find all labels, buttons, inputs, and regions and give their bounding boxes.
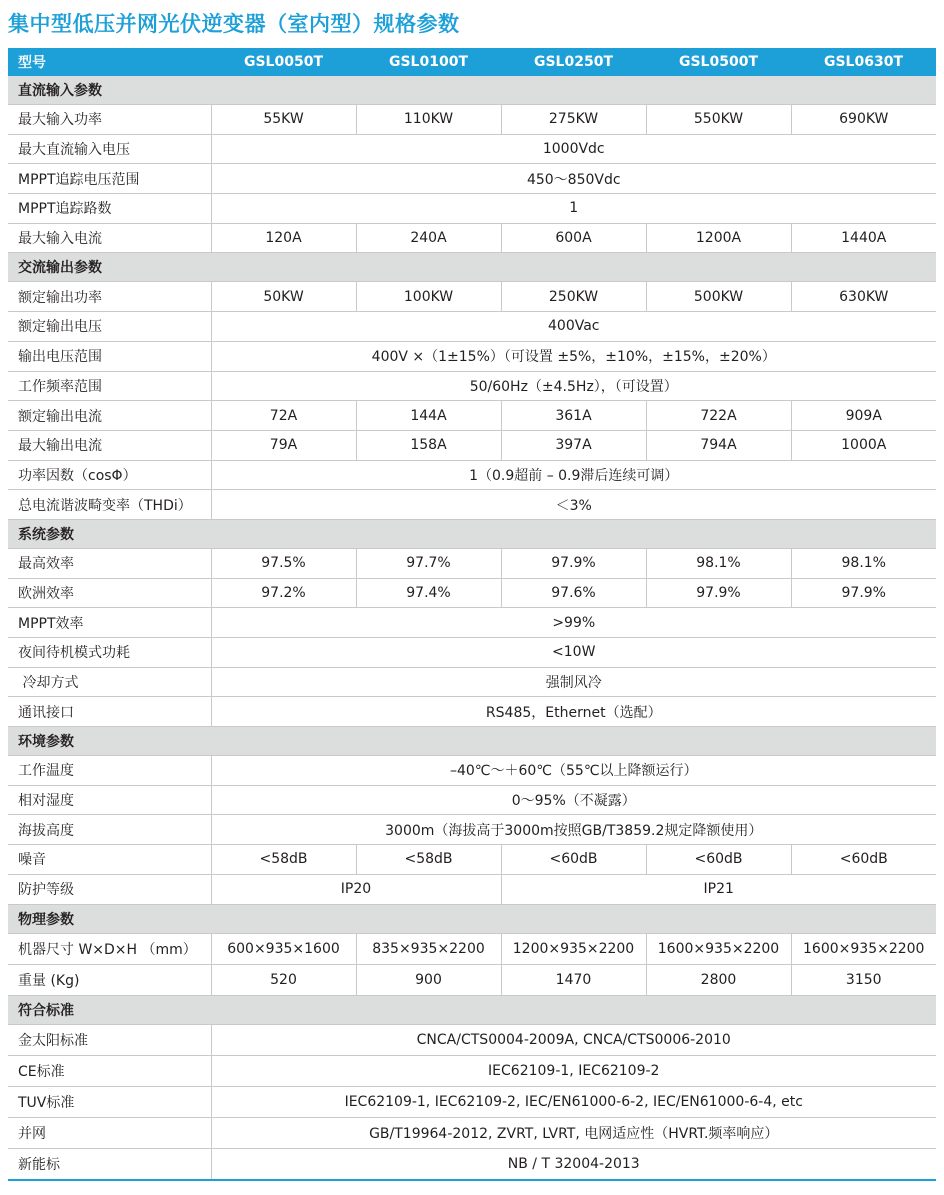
row-label: 机器尺寸 W×D×H （mm） — [8, 933, 211, 964]
cell: 1600×935×2200 — [791, 933, 936, 964]
cell: <10W — [211, 638, 936, 668]
model-header: GSL0500T — [646, 48, 791, 76]
cell: 97.7% — [356, 548, 501, 578]
row-label: 夜间待机模式功耗 — [8, 638, 211, 668]
row-label: 防护等级 — [8, 874, 211, 904]
table-row — [8, 1024, 936, 1055]
cell: IP21 — [501, 874, 936, 904]
cell: IEC62109-1, IEC62109-2, IEC/EN61000-6-2, IEC/EN61000-6-4, etc — [211, 1086, 936, 1117]
row-label: 相对湿度 — [8, 785, 211, 815]
table-row — [8, 105, 936, 135]
header-label: 型号 — [8, 48, 211, 76]
row-label: 重量 (Kg) — [8, 964, 211, 995]
table-row — [8, 815, 936, 845]
row-label: 新能标 — [8, 1148, 211, 1180]
section-row — [8, 76, 936, 105]
model-header: GSL0100T — [356, 48, 501, 76]
row-label: 最大输入功率 — [8, 105, 211, 135]
table-row — [8, 933, 936, 964]
row-label: 金太阳标准 — [8, 1024, 211, 1055]
cell: 2800 — [646, 964, 791, 995]
table-row — [8, 785, 936, 815]
cell: –40℃～＋60℃（55℃以上降额运行） — [211, 756, 936, 786]
cell: 500KW — [646, 282, 791, 312]
cell: 630KW — [791, 282, 936, 312]
cell: 1000Vdc — [211, 134, 936, 164]
cell: 97.6% — [501, 578, 646, 608]
row-label: 最大输出电流 — [8, 430, 211, 460]
cell: 400V ×（1±15%）（可设置 ±5%，±10%，±15%，±20%） — [211, 341, 936, 371]
cell: IP20 — [211, 874, 501, 904]
section-row — [8, 253, 936, 282]
table-row — [8, 1055, 936, 1086]
cell: 722A — [646, 401, 791, 431]
cell: 835×935×2200 — [356, 933, 501, 964]
cell: 50KW — [211, 282, 356, 312]
header-row — [8, 48, 936, 76]
cell: GB/T19964-2012, ZVRT, LVRT, 电网适应性（HVRT.频率响应） — [211, 1117, 936, 1148]
cell: 690KW — [791, 105, 936, 135]
cell: 397A — [501, 430, 646, 460]
cell: 144A — [356, 401, 501, 431]
cell: 240A — [356, 223, 501, 253]
table-row — [8, 490, 936, 520]
row-label: 最大直流输入电压 — [8, 134, 211, 164]
cell: 900 — [356, 964, 501, 995]
cell: 1600×935×2200 — [646, 933, 791, 964]
cell: 1200×935×2200 — [501, 933, 646, 964]
section-title: 交流输出参数 — [8, 253, 936, 282]
cell: CNCA/CTS0004-2009A, CNCA/CTS0006-2010 — [211, 1024, 936, 1055]
cell: 909A — [791, 401, 936, 431]
cell: 110KW — [356, 105, 501, 135]
cell: 1440A — [791, 223, 936, 253]
table-row — [8, 401, 936, 431]
cell: 520 — [211, 964, 356, 995]
section-row — [8, 727, 936, 756]
table-row — [8, 756, 936, 786]
table-row — [8, 638, 936, 668]
cell: 158A — [356, 430, 501, 460]
cell: <58dB — [211, 845, 356, 875]
cell: 1200A — [646, 223, 791, 253]
cell: NB / T 32004-2013 — [211, 1148, 936, 1180]
table-row — [8, 223, 936, 253]
row-label: 最高效率 — [8, 548, 211, 578]
table-row — [8, 578, 936, 608]
row-label: MPPT追踪路数 — [8, 194, 211, 224]
cell: 98.1% — [791, 548, 936, 578]
cell: 97.2% — [211, 578, 356, 608]
row-label: 通讯接口 — [8, 697, 211, 727]
cell: 3000m（海拔高于3000m按照GB/T3859.2规定降额使用） — [211, 815, 936, 845]
cell: 79A — [211, 430, 356, 460]
row-label: 噪音 — [8, 845, 211, 875]
model-header: GSL0250T — [501, 48, 646, 76]
table-row — [8, 1148, 936, 1180]
cell: 600×935×1600 — [211, 933, 356, 964]
table-row — [8, 1117, 936, 1148]
cell: 1 — [211, 194, 936, 224]
cell: 0～95%（不凝露） — [211, 785, 936, 815]
table-row — [8, 282, 936, 312]
page-title: 集中型低压并网光伏逆变器（室内型）规格参数 — [8, 12, 460, 36]
cell: 450～850Vdc — [211, 164, 936, 194]
table-row — [8, 134, 936, 164]
cell: ＜3% — [211, 490, 936, 520]
row-label: 额定输出电流 — [8, 401, 211, 431]
row-label: MPPT追踪电压范围 — [8, 164, 211, 194]
table-row — [8, 341, 936, 371]
cell: 3150 — [791, 964, 936, 995]
cell: 55KW — [211, 105, 356, 135]
cell: <60dB — [646, 845, 791, 875]
section-title: 环境参数 — [8, 727, 936, 756]
table-row — [8, 608, 936, 638]
cell: 361A — [501, 401, 646, 431]
cell: 1470 — [501, 964, 646, 995]
cell: 97.9% — [791, 578, 936, 608]
table-row — [8, 312, 936, 342]
cell: 1（0.9超前 – 0.9滞后连续可调） — [211, 460, 936, 490]
row-label: 冷却方式 — [8, 667, 211, 697]
section-title: 直流输入参数 — [8, 76, 936, 105]
row-label: 额定输出功率 — [8, 282, 211, 312]
table-row — [8, 1086, 936, 1117]
cell: 250KW — [501, 282, 646, 312]
table-row — [8, 164, 936, 194]
table-row — [8, 667, 936, 697]
section-title: 系统参数 — [8, 519, 936, 548]
section-row — [8, 904, 936, 933]
row-label: CE标准 — [8, 1055, 211, 1086]
cell: 97.5% — [211, 548, 356, 578]
cell: <58dB — [356, 845, 501, 875]
model-header: GSL0630T — [791, 48, 936, 76]
row-label: 最大输入电流 — [8, 223, 211, 253]
table-row — [8, 964, 936, 995]
row-label: 工作频率范围 — [8, 371, 211, 401]
cell: 50/60Hz（±4.5Hz），（可设置） — [211, 371, 936, 401]
cell: 72A — [211, 401, 356, 431]
cell: 794A — [646, 430, 791, 460]
section-row — [8, 519, 936, 548]
cell: 275KW — [501, 105, 646, 135]
table-row — [8, 194, 936, 224]
row-label: 海拔高度 — [8, 815, 211, 845]
table-row — [8, 430, 936, 460]
row-label: 工作温度 — [8, 756, 211, 786]
cell: 600A — [501, 223, 646, 253]
cell: 98.1% — [646, 548, 791, 578]
table-row — [8, 548, 936, 578]
cell: >99% — [211, 608, 936, 638]
cell: <60dB — [791, 845, 936, 875]
cell: 100KW — [356, 282, 501, 312]
row-label: 总电流谐波畸变率（THDi） — [8, 490, 211, 520]
cell: 97.9% — [501, 548, 646, 578]
cell: <60dB — [501, 845, 646, 875]
cell: 120A — [211, 223, 356, 253]
table-row — [8, 697, 936, 727]
table-row — [8, 460, 936, 490]
row-label: 功率因数（cosΦ） — [8, 460, 211, 490]
cell: 400Vac — [211, 312, 936, 342]
section-title: 符合标准 — [8, 995, 936, 1024]
row-label: TUV标准 — [8, 1086, 211, 1117]
row-label: MPPT效率 — [8, 608, 211, 638]
section-row — [8, 995, 936, 1024]
table-row — [8, 874, 936, 904]
cell: 1000A — [791, 430, 936, 460]
cell: IEC62109-1, IEC62109-2 — [211, 1055, 936, 1086]
cell: 强制风冷 — [211, 667, 936, 697]
model-header: GSL0050T — [211, 48, 356, 76]
cell: 97.4% — [356, 578, 501, 608]
cell: 97.9% — [646, 578, 791, 608]
table-row — [8, 845, 936, 875]
cell: RS485，Ethernet（选配） — [211, 697, 936, 727]
row-label: 输出电压范围 — [8, 341, 211, 371]
row-label: 额定输出电压 — [8, 312, 211, 342]
row-label: 欧洲效率 — [8, 578, 211, 608]
table-row — [8, 371, 936, 401]
cell: 550KW — [646, 105, 791, 135]
spec-table — [8, 48, 936, 1181]
row-label: 并网 — [8, 1117, 211, 1148]
section-title: 物理参数 — [8, 904, 936, 933]
